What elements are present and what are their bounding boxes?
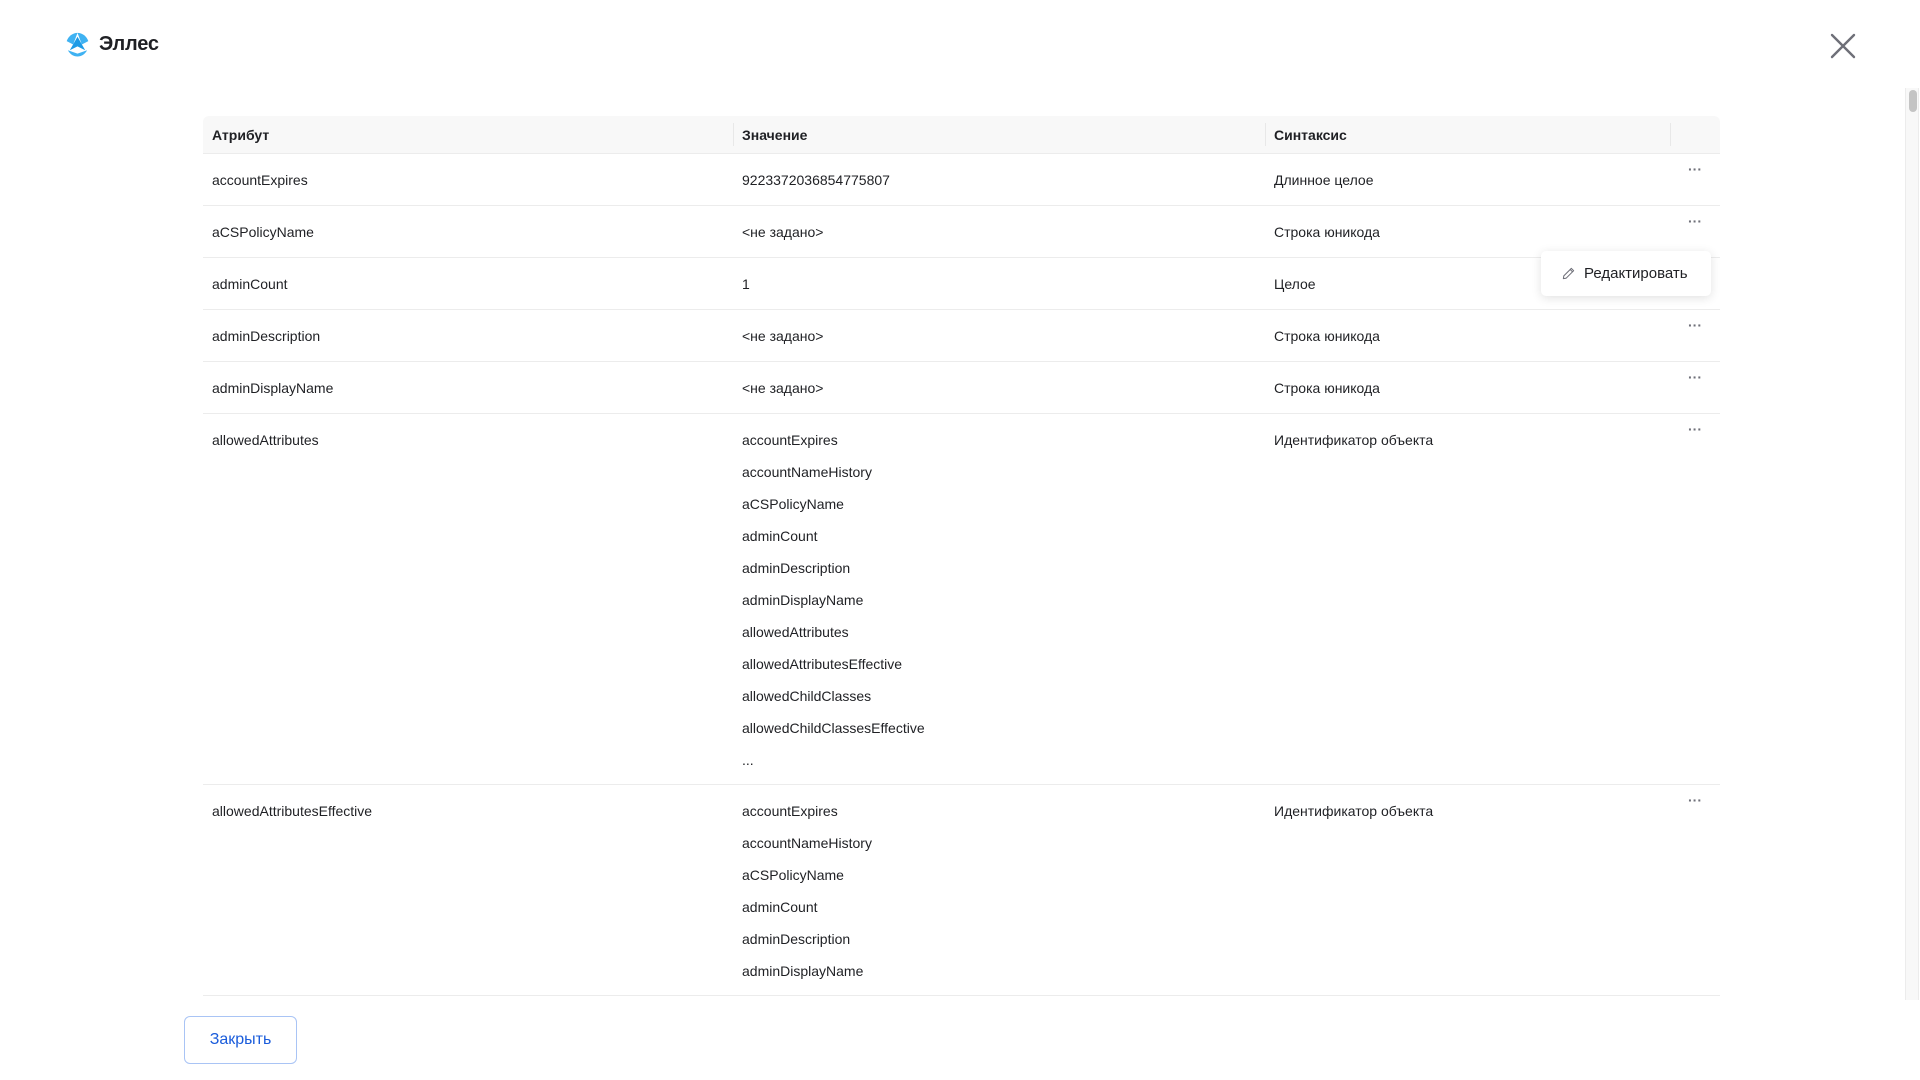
value-item: adminDisplayName — [742, 592, 864, 608]
table-row — [203, 414, 1720, 785]
more-horizontal-icon: ··· — [1688, 213, 1702, 229]
attribute-value: <не задано> — [742, 224, 824, 240]
attribute-value-list — [733, 414, 1265, 784]
more-horizontal-icon: ··· — [1688, 161, 1702, 177]
attribute-syntax: Строка юникода — [1274, 224, 1380, 240]
attribute-syntax: Строка юникода — [1274, 328, 1380, 344]
attribute-name: accountExpires — [212, 172, 308, 188]
value-item: adminCount — [742, 528, 818, 544]
attributes-table — [203, 116, 1720, 996]
value-item: adminDescription — [742, 931, 851, 947]
attribute-name: adminDescription — [212, 328, 321, 344]
close-window-button[interactable] — [1829, 32, 1857, 60]
value-item: allowedAttributesEffective — [742, 656, 903, 672]
logo-icon — [64, 31, 91, 58]
attribute-name: allowedAttributesEffective — [212, 803, 373, 819]
value-item: adminCount — [742, 899, 818, 915]
vertical-scrollbar[interactable] — [1905, 88, 1919, 1000]
attribute-value-list — [733, 785, 1265, 995]
value-item: adminDescription — [742, 560, 851, 576]
row-actions-button[interactable] — [1670, 362, 1720, 413]
more-horizontal-icon: ··· — [1688, 369, 1702, 385]
attribute-syntax: Длинное целое — [1274, 172, 1374, 188]
attribute-syntax: Целое — [1274, 276, 1316, 292]
row-actions-button[interactable] — [1670, 206, 1720, 257]
row-actions-button[interactable] — [1670, 154, 1720, 205]
attribute-value: 1 — [742, 276, 750, 292]
value-item: allowedChildClasses — [742, 688, 872, 704]
column-header-actions — [1670, 116, 1720, 153]
more-horizontal-icon: ··· — [1688, 317, 1702, 333]
value-item: accountExpires — [742, 803, 838, 819]
table-row — [203, 154, 1720, 206]
more-horizontal-icon: ··· — [1688, 421, 1702, 437]
table-row — [203, 362, 1720, 414]
table-row — [203, 785, 1720, 996]
context-menu-edit-label: Редактировать — [1584, 265, 1688, 282]
row-actions-button[interactable] — [1670, 785, 1720, 995]
row-actions-button[interactable] — [1670, 310, 1720, 361]
app-title: Эллес — [99, 33, 159, 55]
attribute-syntax: Строка юникода — [1274, 380, 1380, 396]
attribute-value: 9223372036854775807 — [742, 172, 890, 188]
value-item: accountNameHistory — [742, 835, 872, 851]
table-header — [203, 116, 1720, 154]
close-button[interactable]: Закрыть — [184, 1016, 297, 1064]
column-header-attribute[interactable]: Атрибут — [212, 126, 270, 143]
value-item: allowedChildClassesEffective — [742, 720, 925, 736]
table-row — [203, 206, 1720, 258]
scrollbar-thumb[interactable] — [1909, 90, 1917, 112]
context-menu-edit-item[interactable] — [1541, 251, 1711, 296]
column-header-value[interactable]: Значение — [733, 116, 1265, 153]
row-actions-button[interactable] — [1670, 414, 1720, 784]
attribute-syntax: Идентификатор объекта — [1274, 803, 1434, 819]
attribute-value: <не задано> — [742, 380, 824, 396]
close-icon — [1829, 32, 1857, 60]
table-row — [203, 258, 1720, 310]
attribute-name: adminCount — [212, 276, 288, 292]
value-more-ellipsis[interactable]: ... — [742, 752, 754, 768]
attribute-name: aCSPolicyName — [212, 224, 314, 240]
attribute-syntax: Идентификатор объекта — [1274, 432, 1434, 448]
app-logo — [64, 31, 159, 58]
value-item: accountExpires — [742, 432, 838, 448]
value-item: aCSPolicyName — [742, 496, 844, 512]
column-header-syntax[interactable]: Синтаксис — [1265, 116, 1670, 153]
value-item: allowedAttributes — [742, 624, 849, 640]
value-item: aCSPolicyName — [742, 867, 844, 883]
pencil-icon — [1561, 266, 1576, 281]
attribute-value: <не задано> — [742, 328, 824, 344]
attribute-name: allowedAttributes — [212, 432, 319, 448]
value-item: accountNameHistory — [742, 464, 872, 480]
attribute-name: adminDisplayName — [212, 380, 334, 396]
more-horizontal-icon: ··· — [1688, 792, 1702, 808]
table-row — [203, 310, 1720, 362]
value-item: adminDisplayName — [742, 963, 864, 979]
attributes-scroll-area — [0, 88, 1905, 1000]
